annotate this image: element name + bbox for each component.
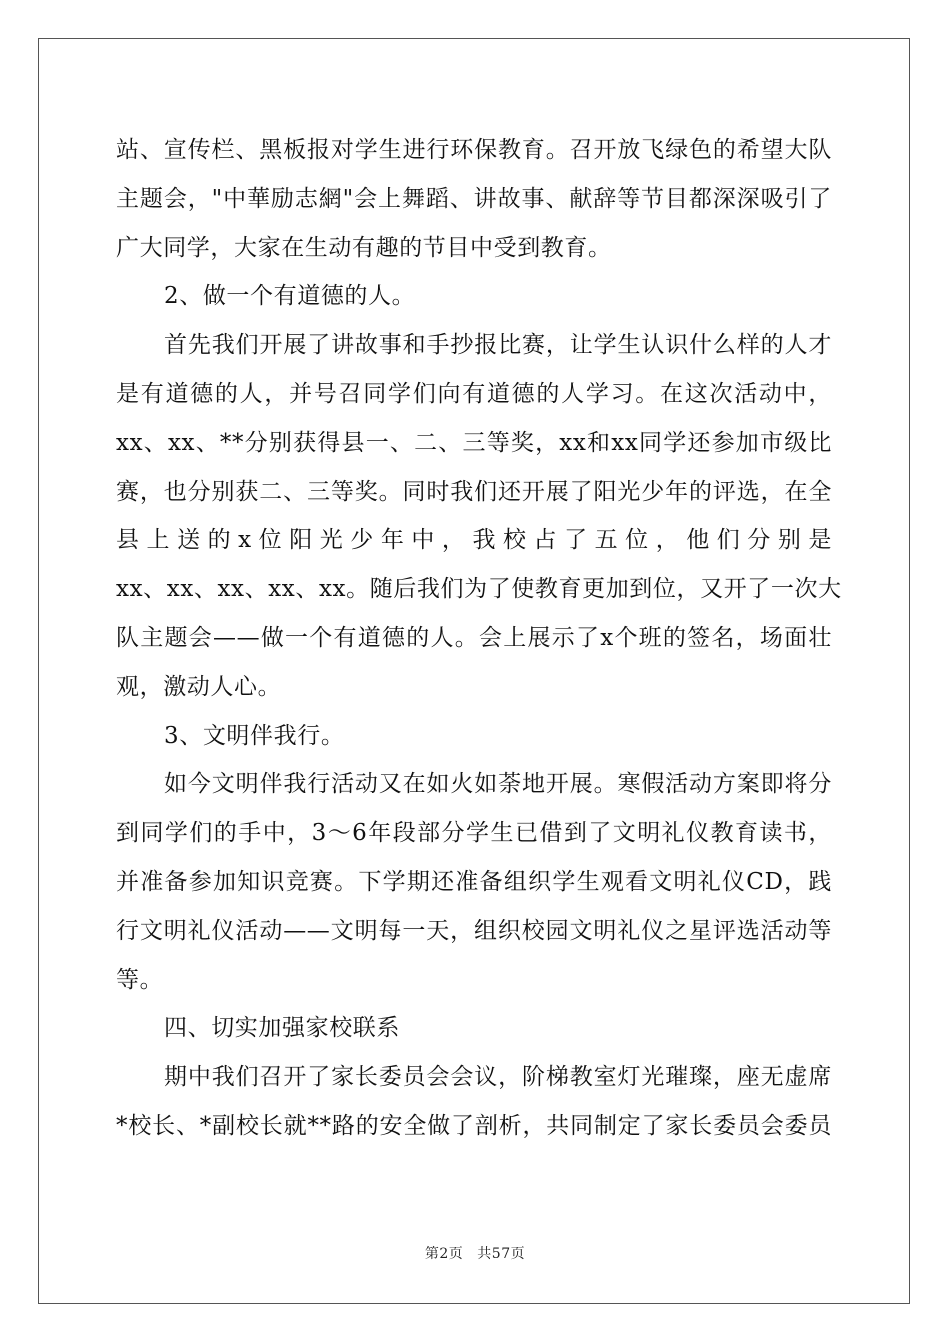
- text-line: xx、xx、xx、xx、xx。随后我们为了使教育更加到位，又开了一次大: [116, 576, 842, 603]
- page-footer: [0, 1243, 950, 1263]
- section-heading: 四、切实加强家校联系: [164, 1015, 400, 1042]
- page-number: 第2页: [424, 1246, 464, 1262]
- text-line: 站、宣传栏、黑板报对学生进行环保教育。召开放飞绿色的希望大队: [116, 137, 832, 163]
- section-heading: 3、文明伴我行。: [164, 722, 345, 749]
- text-line: *校长、*副校长就**路的安全做了剖析，共同制定了家长委员会委员: [116, 1112, 832, 1139]
- text-line: 期中我们召开了家长委员会会议，阶梯教室灯光璀璨，座无虚席: [164, 1064, 832, 1091]
- text-line: 行文明礼仪活动——文明每一天，组织校园文明礼仪之星评选活动等: [116, 917, 832, 944]
- text-line: 如今文明伴我行活动又在如火如荼地开展。寒假活动方案即将分: [164, 771, 832, 798]
- text-line: xx、xx、**分别获得县一、二、三等奖，xx和xx同学还参加市级比: [116, 429, 832, 456]
- document-body: [116, 126, 842, 1151]
- text-line: 观，激动人心。: [116, 673, 282, 700]
- text-line: 赛，也分别获二、三等奖。同时我们还开展了阳光少年的评选，在全: [116, 478, 832, 505]
- text-line: 并准备参加知识竞赛。下学期还准备组织学生观看文明礼仪CD，践: [116, 868, 832, 895]
- text-line: 到同学们的手中，3～6年段部分学生已借到了文明礼仪教育读书，: [116, 820, 832, 847]
- text-line: 是有道德的人，并号召同学们向有道德的人学习。在这次活动中，: [116, 380, 832, 407]
- text-line: 县上送的x位阳光少年中，我校占了五位，他们分别是: [116, 527, 832, 554]
- section-heading: 2、做一个有道德的人。: [164, 283, 416, 310]
- text-line: 队主题会——做一个有道德的人。会上展示了x个班的签名，场面壮: [116, 624, 832, 651]
- text-line: 等。: [116, 966, 164, 993]
- text-line: 主题会，"中華励志網"会上舞蹈、讲故事、献辞等节目都深深吸引了: [116, 185, 832, 212]
- text-line: 广大同学，大家在生动有趣的节目中受到教育。: [116, 234, 612, 261]
- page-total: 共57页: [477, 1246, 526, 1262]
- text-line: 首先我们开展了讲故事和手抄报比赛，让学生认识什么样的人才: [164, 332, 832, 359]
